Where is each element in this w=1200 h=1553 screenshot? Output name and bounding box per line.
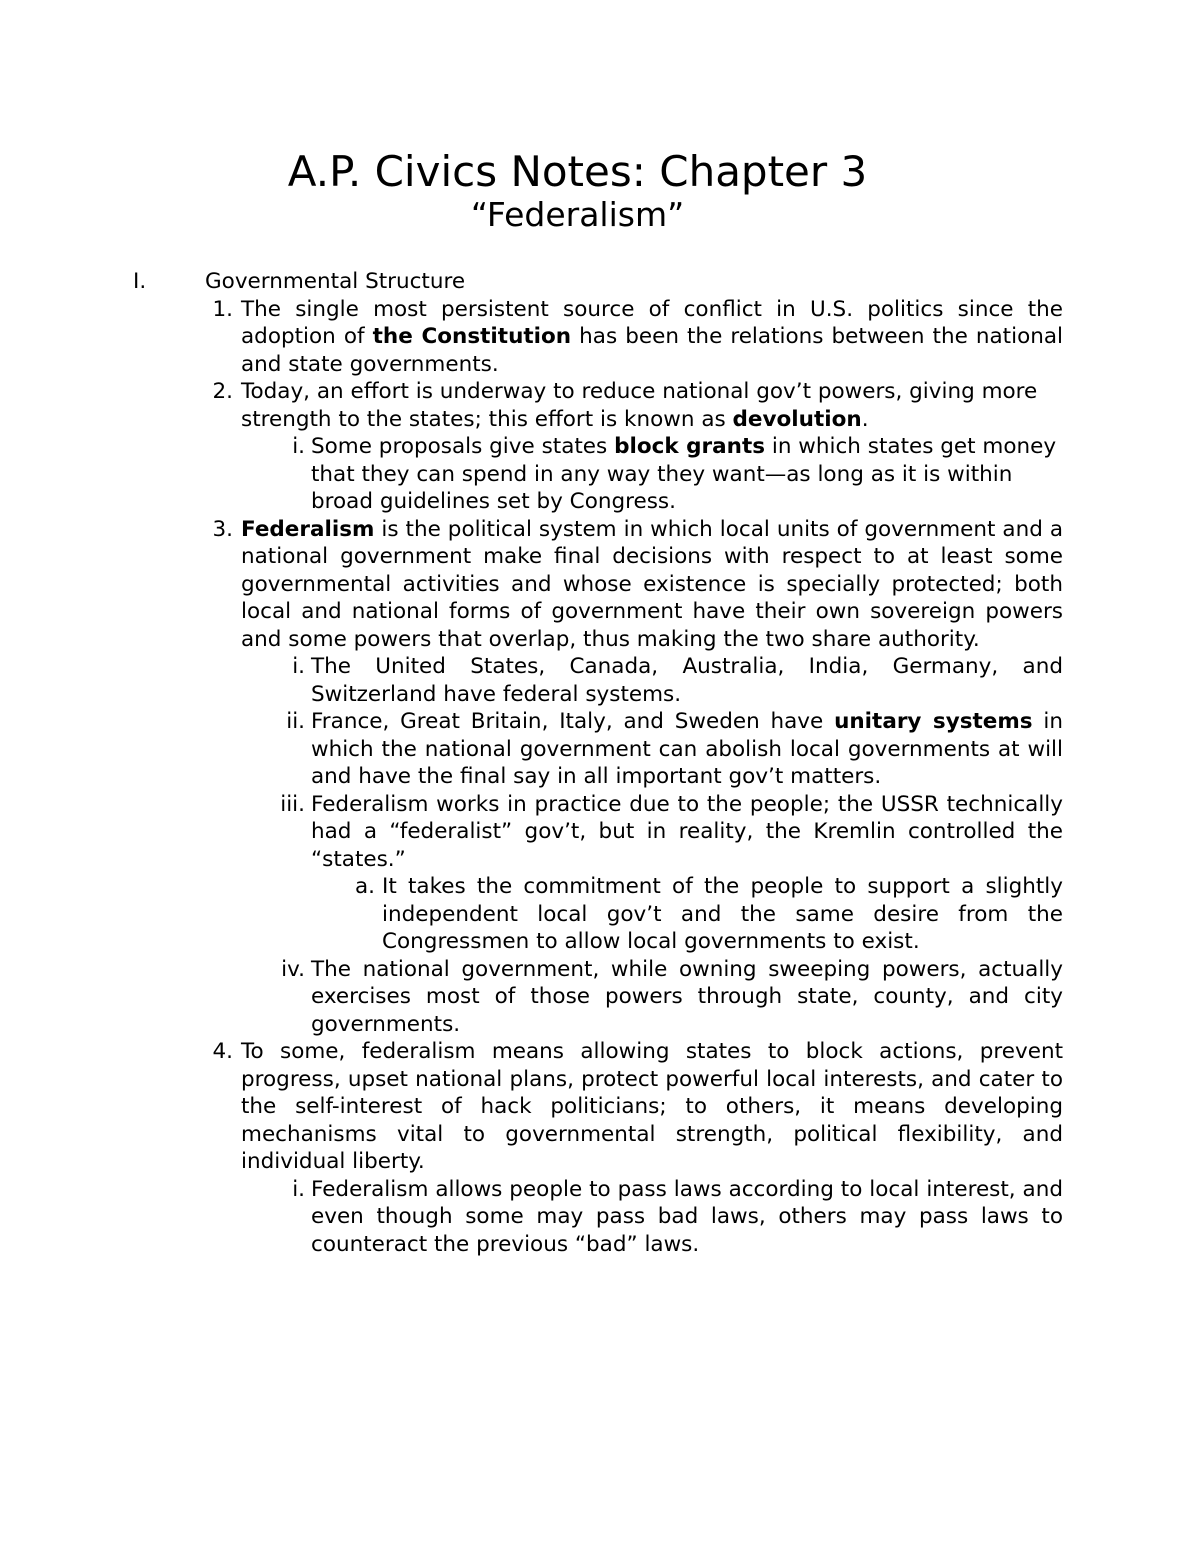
list-item-text: The United States, Canada, Australia, India, Germany, and Switzerland have federal systems.: [311, 654, 1063, 707]
document-subtitle: “Federalism”: [470, 195, 685, 234]
list-marker: 3.: [212, 516, 233, 542]
list-item-text: The national government, while owning sweeping powers, actually exercises most of those powers through state, county, and city governments.: [311, 956, 1063, 1037]
text-run: has been the relations between the national and state governments.: [241, 324, 1064, 377]
text-run: The single most persistent source of conflict in U.S. politics since the adoption of: [241, 296, 1063, 349]
list-item-text: [311, 433, 1063, 516]
list-marker: iv.: [281, 956, 305, 982]
list-item-1: [133, 296, 1063, 379]
list-marker: a.: [354, 874, 375, 899]
list-marker: 4.: [212, 1039, 233, 1064]
list-item-3-i: [133, 653, 1063, 708]
text-run: .: [861, 406, 869, 432]
list-item-3-iii-a: [133, 873, 1063, 956]
list-marker: i.: [292, 434, 305, 459]
list-marker: 2.: [212, 379, 233, 404]
list-item-text: [241, 516, 1063, 654]
list-item-3: [133, 516, 1063, 654]
bold-term-devolution: devolution: [732, 406, 862, 432]
list-item-3-ii: [133, 708, 1063, 791]
list-item-3-iii: [133, 791, 1063, 874]
bold-term-federalism: Federalism: [241, 516, 375, 542]
list-item-2-i: [133, 433, 1063, 516]
list-item-text: It takes the commitment of the people to support a slightly independent local gov’t and the same desire from the Congressmen to allow local governments to exist.: [382, 874, 1063, 954]
list-item-2: [133, 378, 1063, 433]
list-item-4-i: [133, 1176, 1063, 1259]
list-marker: 1.: [212, 296, 233, 322]
list-item-4: [133, 1038, 1063, 1176]
section-marker: I.: [133, 269, 147, 294]
text-run: is the political system in which local units of government and a national government make final decisions with respect to at least some governmental activities and whose existence is specially protected; both local and national forms of government have their own sovereign powers and some powers that overlap, thus making the two share authority.: [241, 516, 1063, 652]
section-governmental-structure: [133, 268, 1063, 1258]
list-item-text: To some, federalism means allowing states to block actions, prevent progress, upset national plans, protect powerful local interests, and cater to the self-interest of hack politicians; to others, it means developing mechanisms vital to governmental strength, political flexibility, and individual liberty.: [241, 1039, 1063, 1174]
section-label: Governmental Structure: [205, 269, 466, 294]
text-run: France, Great Britain, Italy, and Sweden have: [311, 709, 835, 734]
list-item-text: Federalism allows people to pass laws according to local interest, and even though some may pass bad laws, others may pass laws to counteract the previous “bad” laws.: [311, 1176, 1063, 1257]
list-item-text: [241, 378, 1063, 433]
bold-term-block-grants: block grants: [614, 434, 766, 459]
text-run: Today, an effort is underway to reduce national gov’t powers, giving more strength to the states; this effort is known as: [241, 379, 1038, 432]
text-run: Some proposals give states: [311, 434, 615, 459]
document-title: A.P. Civics Notes: Chapter 3: [287, 147, 868, 196]
list-marker: i.: [292, 1176, 305, 1202]
list-marker: iii.: [280, 791, 305, 817]
list-item-text: Federalism works in practice due to the people; the USSR technically had a “federalist” gov’t, but in reality, the Kremlin controlled the “states.”: [311, 791, 1063, 872]
list-marker: ii.: [286, 709, 305, 734]
text-run: in which states get money that they can spend in any way they want—as long as it is within broad guidelines set by Congress.: [311, 434, 1057, 514]
section-heading: [133, 268, 1063, 296]
bold-term-the-constitution: the Constitution: [372, 324, 572, 349]
list-item-text: [311, 708, 1063, 791]
text-run: in which the national government can abolish local governments at will and have the final say in all important gov’t matters.: [311, 709, 1063, 789]
list-item-3-iv: [133, 956, 1063, 1039]
list-item-text: [241, 296, 1063, 379]
list-marker: i.: [292, 654, 305, 679]
bold-term-unitary-systems: unitary systems: [834, 709, 1033, 734]
